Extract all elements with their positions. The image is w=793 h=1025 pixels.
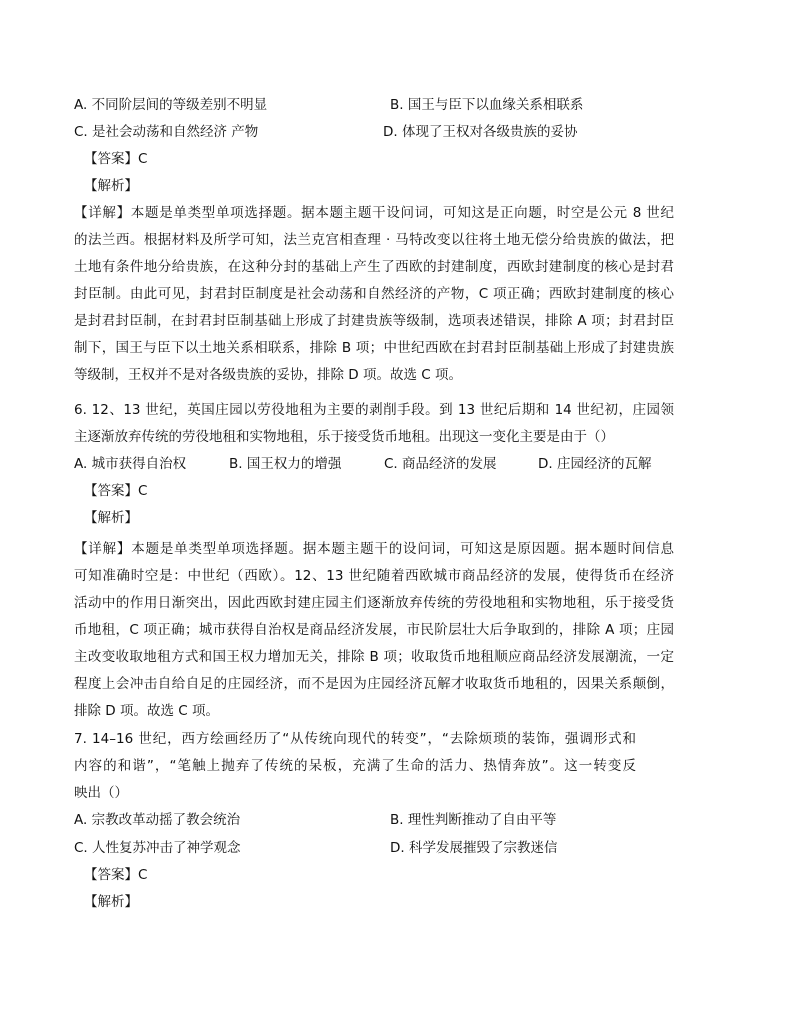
q6-option-b: B. 国王权力的增强 bbox=[229, 456, 342, 472]
q7-option-c: C. 人性复苏冲击了神学观念 bbox=[74, 840, 241, 856]
q6-option-a: A. 城市获得自治权 bbox=[74, 456, 187, 472]
q5-detail-line: 制下，国王与臣下以土地关系相联系，排除 B 项；中世纪西欧在封君封臣制基础上形成了封建贵族 bbox=[74, 340, 674, 356]
q5-detail-line: 【详解】本题是单类型单项选择题。据本题主题干设问词，可知这是正向题，时空是公元 8 世纪 bbox=[74, 205, 674, 221]
q6-stem bbox=[74, 397, 674, 451]
q5-detail-line: 的法兰西。根据材料及所学可知，法兰克宫相查理 · 马特改变以往将土地无偿分给贵族的做法，把 bbox=[74, 232, 674, 248]
q6-answer: 【答案】C bbox=[84, 483, 148, 499]
q7-answer: 【答案】C bbox=[84, 867, 148, 883]
q6-analysis-label: 【解析】 bbox=[84, 510, 138, 526]
q7-stem-line: 内容的和谐”，“笔触上抛弃了传统的呆板，充满了生命的活力、热情奔放”。这一转变反 bbox=[74, 758, 636, 774]
q5-option-a: A. 不同阶层间的等级差别不明显 bbox=[74, 97, 268, 113]
q6-detail-line: 【详解】本题是单类型单项选择题。据本题主题干的设问词，可知这是原因题。据本题时间信息 bbox=[74, 541, 674, 557]
q5-detail-line: 等级制，王权并不是对各级贵族的妥协，排除 D 项。故选 C 项。 bbox=[74, 367, 462, 383]
q7-stem-line: 映出（） bbox=[74, 785, 128, 801]
q6-option-d: D. 庄园经济的瓦解 bbox=[538, 456, 652, 472]
q6-stem-line: 主逐渐放弃传统的劳役地租和实物地租，乐于接受货币地租。出现这一变化主要是由于（） bbox=[74, 429, 614, 445]
q6-stem-line: 6. 12、13 世纪，英国庄园以劳役地租为主要的剥削手段。到 13 世纪后期和 14 世纪初，庄园领 bbox=[74, 402, 674, 418]
q5-detail-line: 土地有条件地分给贵族，在这种分封的基础上产生了西欧的封建制度，西欧封建制度的核心是封君 bbox=[74, 259, 674, 275]
q6-detail-line: 主改变收取地租方式和国王权力增加无关，排除 B 项；收取货币地租顺应商品经济发展潮流，一定 bbox=[74, 649, 674, 665]
q5-analysis-label: 【解析】 bbox=[84, 178, 138, 194]
q7-stem bbox=[74, 726, 636, 807]
q6-detail-line: 排除 D 项。故选 C 项。 bbox=[74, 703, 219, 719]
q7-analysis-label: 【解析】 bbox=[84, 894, 138, 910]
q7-option-b: B. 理性判断推动了自由平等 bbox=[390, 812, 557, 828]
q6-detail-line: 程度上会冲击自给自足的庄园经济，而不是因为庄园经济瓦解才收取货币地租的，因果关系颠倒， bbox=[74, 676, 674, 692]
q5-detail-line: 封臣制。由此可见，封君封臣制度是社会动荡和自然经济的产物，C 项正确；西欧封建制度的核心 bbox=[74, 286, 674, 302]
q7-option-a: A. 宗教改革动摇了教会统治 bbox=[74, 812, 241, 828]
q5-detail-line: 是封君封臣制，在封君封臣制基础上形成了封建贵族等级制，选项表述错误，排除 A 项；封君封臣 bbox=[74, 313, 674, 329]
q6-detail bbox=[74, 536, 674, 725]
q5-detail bbox=[74, 200, 674, 389]
q5-option-d: D. 体现了王权对各级贵族的妥协 bbox=[383, 124, 578, 140]
q5-option-c: C. 是社会动荡和自然经济 产物 bbox=[74, 124, 259, 140]
q6-detail-line: 活动中的作用日渐突出，因此西欧封建庄园主们逐渐放弃传统的劳役地租和实物地租，乐于接受货 bbox=[74, 595, 674, 611]
q6-detail-line: 可知准确时空是：中世纪（西欧）。12、13 世纪随着西欧城市商品经济的发展，使得货币在经济 bbox=[74, 568, 674, 584]
q7-stem-line: 7. 14–16 世纪，西方绘画经历了“从传统向现代的转变”，“去除烦琐的装饰，强调形式和 bbox=[74, 731, 636, 747]
q6-option-c: C. 商品经济的发展 bbox=[384, 456, 497, 472]
q7-option-d: D. 科学发展摧毁了宗教迷信 bbox=[390, 840, 558, 856]
q5-answer: 【答案】C bbox=[84, 151, 148, 167]
q6-detail-line: 币地租，C 项正确；城市获得自治权是商品经济发展，市民阶层壮大后争取到的，排除 A 项；庄园 bbox=[74, 622, 674, 638]
q5-option-b: B. 国王与臣下以血缘关系相联系 bbox=[390, 97, 584, 113]
